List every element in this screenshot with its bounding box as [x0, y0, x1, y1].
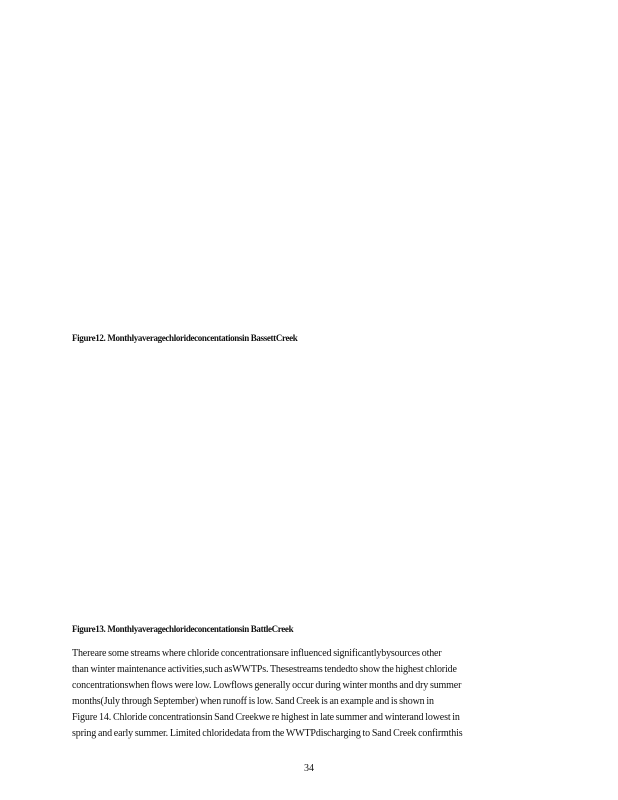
body-line: than winter maintenance activities,such asWWTPs. Thesestreams tendedto show the highest chloride	[72, 664, 457, 675]
body-line: Figure 14. Chloride concentrationsin Sand Creekwe re highest in late summer and winterand lowest in	[72, 712, 460, 723]
body-line: concentrationswhen flows were low. Lowflows generally occur during winter months and dry summer	[72, 680, 462, 691]
figure-13-caption: Figure13. Monthlyaveragechlorideconcentationsin BattleCreek	[72, 624, 294, 634]
body-line: months(July through September) when runoff is low. Sand Creek is an example and is shown in	[72, 696, 434, 707]
figure-12-caption: Figure12. Monthlyaveragechlorideconcentationsin BassettCreek	[72, 333, 298, 343]
body-line: Thereare some streams where chloride concentrationsare influenced significantlybysources other	[72, 648, 442, 659]
figure-12-image-area	[72, 40, 546, 325]
page-number: 34	[304, 763, 314, 774]
body-paragraph	[72, 646, 546, 742]
body-line: spring and early summer. Limited chloridedata from the WWTPdischarging to Sand Creek confirmthis	[72, 728, 463, 739]
figure-13-image-area	[72, 352, 546, 617]
